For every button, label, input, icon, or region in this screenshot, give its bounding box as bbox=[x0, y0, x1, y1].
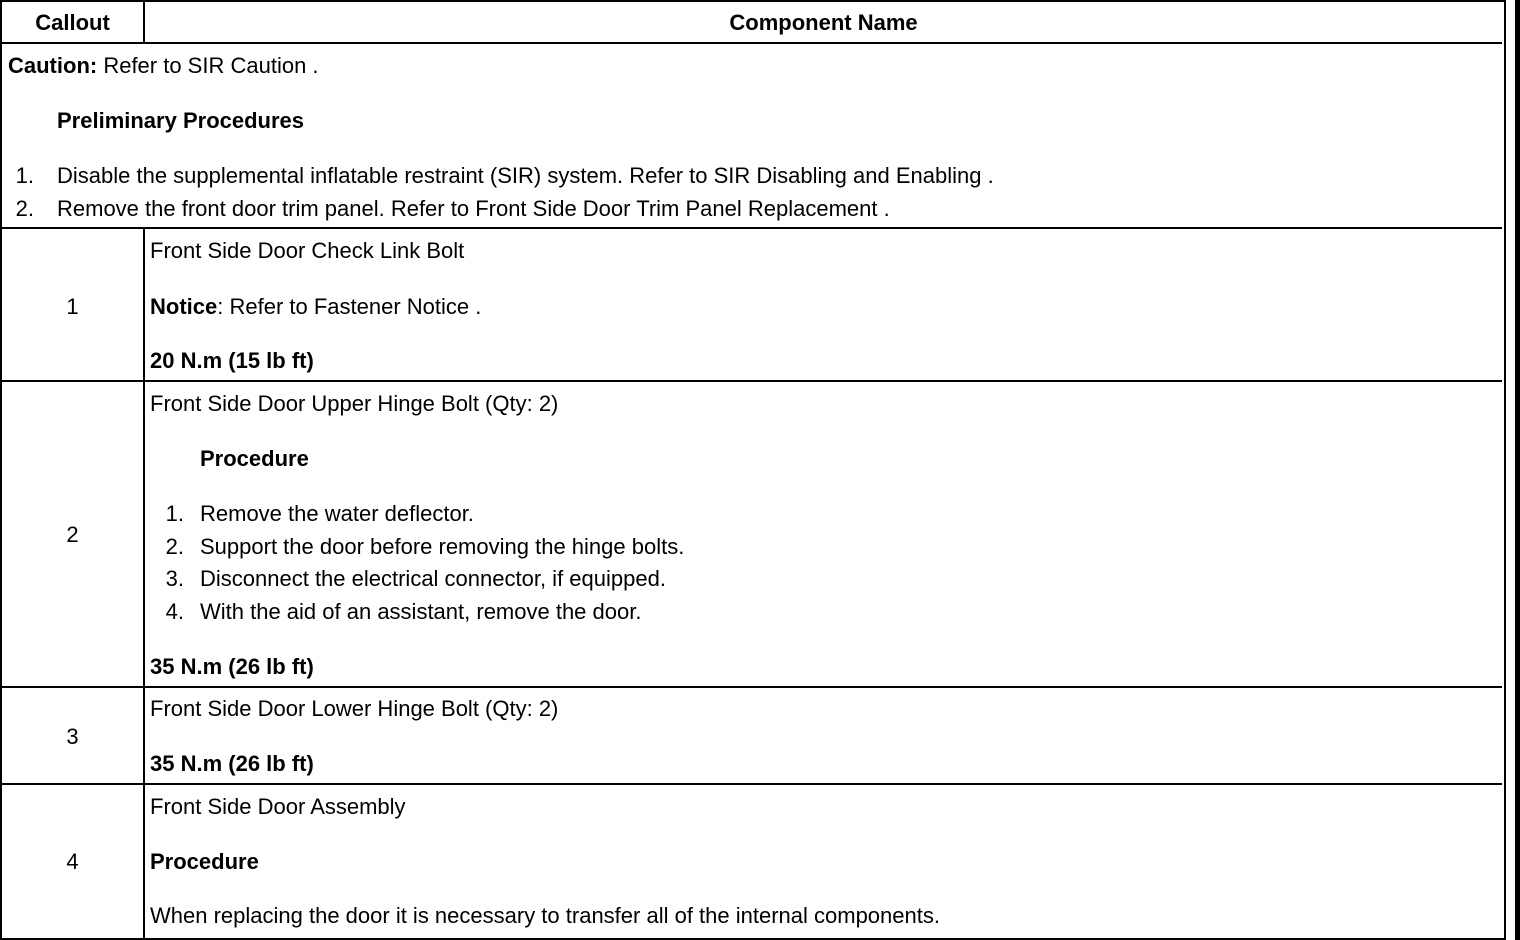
component-name: Front Side Door Upper Hinge Bolt (Qty: 2) bbox=[150, 391, 559, 416]
component-name: Front Side Door Lower Hinge Bolt (Qty: 2) bbox=[150, 696, 559, 721]
procedure-step bbox=[150, 501, 474, 527]
component-name: Front Side Door Check Link Bolt bbox=[150, 238, 465, 263]
procedure-step bbox=[150, 534, 684, 560]
torque-spec: 20 N.m (15 lb ft) bbox=[150, 348, 314, 373]
page-right-edge bbox=[1515, 0, 1520, 940]
notice-note bbox=[150, 294, 481, 320]
callout-number: 2 bbox=[66, 522, 79, 547]
preliminary-step bbox=[0, 196, 890, 222]
step-text: Remove the front door trim panel. Refer to Front Side Door Trim Panel Replacement . bbox=[57, 196, 890, 221]
row-2-divider bbox=[0, 686, 1502, 688]
callout-number: 3 bbox=[66, 724, 79, 749]
step-number: 3. bbox=[165, 566, 184, 591]
preliminary-step bbox=[0, 163, 994, 189]
step-text: Disable the supplemental inflatable restraint (SIR) system. Refer to SIR Disabling and Enabling . bbox=[57, 163, 994, 188]
preliminary-procedures-heading: Preliminary Procedures bbox=[57, 108, 305, 133]
step-number: 2. bbox=[165, 534, 184, 559]
notice-label: Notice bbox=[150, 294, 218, 319]
step-number: 2. bbox=[15, 196, 34, 221]
callout-number: 4 bbox=[66, 849, 79, 874]
procedure-note: When replacing the door it is necessary to transfer all of the internal components. bbox=[150, 903, 940, 928]
step-text: Support the door before removing the hinge bolts. bbox=[200, 534, 685, 559]
procedure-heading: Procedure bbox=[150, 849, 259, 874]
callout-number: 1 bbox=[66, 294, 79, 319]
caution-note bbox=[8, 53, 319, 79]
step-text: Remove the water deflector. bbox=[200, 501, 474, 526]
notice-text: : Refer to Fastener Notice . bbox=[217, 294, 482, 319]
header-component-name: Component Name bbox=[729, 10, 918, 35]
step-number: 1. bbox=[15, 163, 34, 188]
header-divider bbox=[0, 42, 1502, 44]
header-callout: Callout bbox=[35, 10, 110, 35]
step-text: Disconnect the electrical connector, if equipped. bbox=[200, 566, 666, 591]
step-number: 1. bbox=[165, 501, 184, 526]
caution-text: Refer to SIR Caution . bbox=[97, 53, 319, 78]
body-column-divider bbox=[143, 227, 145, 938]
procedure-step bbox=[150, 599, 641, 625]
row-1-divider bbox=[0, 380, 1502, 382]
procedure-step bbox=[150, 566, 666, 592]
intro-divider bbox=[0, 227, 1502, 229]
torque-spec: 35 N.m (26 lb ft) bbox=[150, 654, 314, 679]
caution-label: Caution: bbox=[8, 53, 98, 78]
step-text: With the aid of an assistant, remove the door. bbox=[200, 599, 642, 624]
step-number: 4. bbox=[165, 599, 184, 624]
procedure-heading: Procedure bbox=[200, 446, 309, 471]
torque-spec: 35 N.m (26 lb ft) bbox=[150, 751, 314, 776]
component-name: Front Side Door Assembly bbox=[150, 794, 406, 819]
row-3-divider bbox=[0, 783, 1502, 785]
